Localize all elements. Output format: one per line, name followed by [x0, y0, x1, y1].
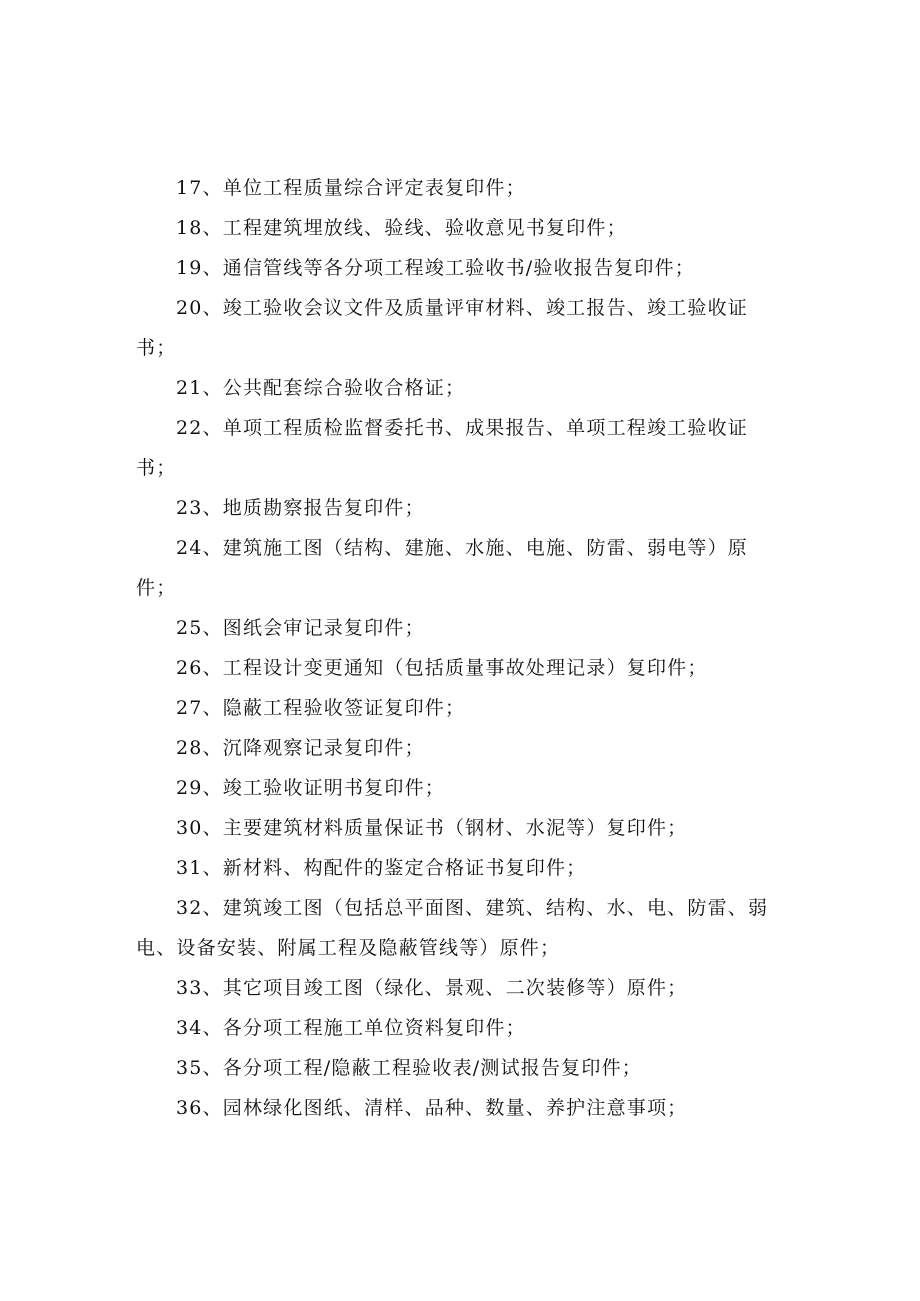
list-item-28: 28、沉降观察记录复印件；: [176, 737, 425, 759]
list-item-33: 33、其它项目竣工图（绿化、景观、二次装修等）原件；: [176, 977, 688, 999]
list-item-23: 23、地质勘察报告复印件；: [176, 497, 425, 519]
list-item-24: 24、建筑施工图（结构、建施、水施、电施、防雷、弱电等）原件；: [136, 537, 748, 599]
list-item-27: 27、隐蔽工程验收签证复印件；: [176, 697, 466, 719]
list-item-25: 25、图纸会审记录复印件；: [176, 617, 425, 639]
list-item-29: 29、竣工验收证明书复印件；: [176, 777, 445, 799]
list-item-26: 26、工程设计变更通知（包括质量事故处理记录）复印件；: [176, 657, 708, 679]
document-body: [136, 168, 776, 1128]
list-item-20: 20、竣工验收会议文件及质量评审材料、竣工报告、竣工验收证书；: [136, 297, 748, 359]
list-item-21: 21、公共配套综合验收合格证；: [176, 377, 466, 399]
list-item-35: 35、各分项工程/隐蔽工程验收表/测试报告复印件；: [176, 1057, 642, 1079]
list-item-19: 19、通信管线等各分项工程竣工验收书/验收报告复印件；: [176, 257, 695, 279]
list-item-30: 30、主要建筑材料质量保证书（钢材、水泥等）复印件；: [176, 817, 688, 839]
list-item-17: 17、单位工程质量综合评定表复印件；: [176, 177, 526, 199]
list-item-18: 18、工程建筑埋放线、验线、验收意见书复印件；: [176, 217, 627, 239]
list-item-36: 36、园林绿化图纸、清样、品种、数量、养护注意事项；: [176, 1097, 688, 1119]
list-item-22: 22、单项工程质检监督委托书、成果报告、单项工程竣工验收证书；: [136, 417, 748, 479]
list-item-31: 31、新材料、构配件的鉴定合格证书复印件；: [176, 857, 587, 879]
list-item-32: 32、建筑竣工图（包括总平面图、建筑、结构、水、电、防雷、弱电、设备安装、附属工程及隐蔽管线等）原件；: [136, 897, 769, 959]
list-item-34: 34、各分项工程施工单位资料复印件；: [176, 1017, 526, 1039]
